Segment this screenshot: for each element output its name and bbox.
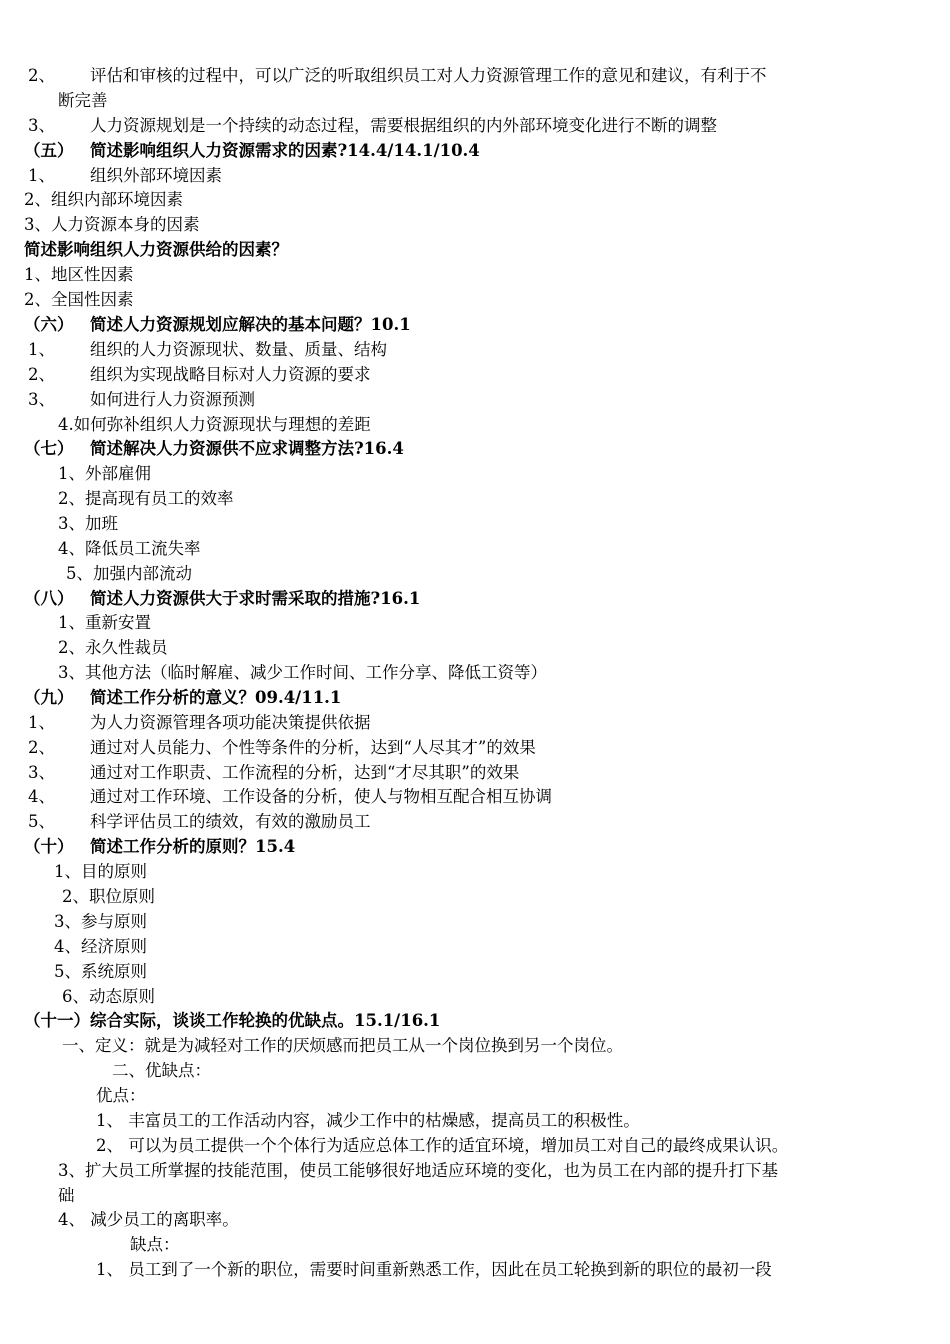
text-line xyxy=(58,611,151,635)
text-line xyxy=(58,537,201,561)
list-number: 3、 xyxy=(28,116,55,135)
line-text: 通过对工作职责、工作流程的分析，达到“才尽其职”的效果 xyxy=(90,763,520,782)
heading-text: 简述解决人力资源供不应求调整方法?16.4 xyxy=(90,439,404,458)
list-number: 1、 xyxy=(28,713,55,732)
text-line xyxy=(112,1059,211,1083)
line-text: 断完善 xyxy=(58,91,108,110)
line-text: 2、 可以为员工提供一个个体行为适应总体工作的适宜环境，增加员工对自己的最终成果认识。 xyxy=(96,1136,789,1155)
section-heading xyxy=(24,238,288,262)
line-text: 缺点： xyxy=(130,1235,180,1254)
text-line xyxy=(28,711,371,735)
line-text: 2、职位原则 xyxy=(62,887,155,906)
line-text: 1、地区性因素 xyxy=(24,265,134,284)
list-number: 4、 xyxy=(28,787,55,806)
line-text: 1、 员工到了一个新的职位，需要时间重新熟悉工作，因此在员工轮换到新的职位的最初一段 xyxy=(96,1260,772,1279)
heading-text: 简述影响组织人力资源需求的因素?14.4/14.1/10.4 xyxy=(90,141,480,160)
text-line xyxy=(24,188,183,212)
text-line xyxy=(28,388,255,412)
list-number: 1、 xyxy=(28,166,55,185)
text-line xyxy=(28,64,767,88)
line-text: 1、目的原则 xyxy=(54,862,147,881)
heading-number: （六） xyxy=(24,315,74,334)
line-text: 人力资源规划是一个持续的动态过程，需要根据组织的内外部环境变化进行不断的调整 xyxy=(90,116,717,135)
text-line xyxy=(24,263,134,287)
list-number: 2、 xyxy=(28,66,55,85)
text-line xyxy=(96,1084,146,1108)
line-text: 3、加班 xyxy=(58,514,118,533)
line-text: 通过对工作环境、工作设备的分析，使人与物相互配合相互协调 xyxy=(90,787,552,806)
line-text: 4、降低员工流失率 xyxy=(58,539,201,558)
line-text: 3、其他方法（临时解雇、减少工作时间、工作分享、降低工资等） xyxy=(58,663,547,682)
text-line xyxy=(58,512,118,536)
section-heading xyxy=(24,139,480,163)
section-heading xyxy=(24,1009,440,1033)
heading-text: 简述工作分析的意义？09.4/11.1 xyxy=(90,688,342,707)
text-line xyxy=(130,1233,180,1257)
line-text: 优点： xyxy=(96,1086,146,1105)
heading-number: （八） xyxy=(24,589,74,608)
line-text: 通过对人员能力、个性等条件的分析，达到“人尽其才”的效果 xyxy=(90,738,536,757)
line-text: 一、定义：就是为减轻对工作的厌烦感而把员工从一个岗位换到另一个岗位。 xyxy=(62,1036,623,1055)
text-line xyxy=(96,1109,640,1133)
text-line xyxy=(62,1034,623,1058)
line-text: 为人力资源管理各项功能决策提供依据 xyxy=(90,713,371,732)
line-text: 5、加强内部流动 xyxy=(66,564,192,583)
text-line xyxy=(54,935,147,959)
text-line xyxy=(24,288,134,312)
line-text: 1、 丰富员工的工作活动内容，减少工作中的枯燥感，提高员工的积极性。 xyxy=(96,1111,640,1130)
text-line xyxy=(28,114,717,138)
heading-text: 简述人力资源供大于求时需采取的措施?16.1 xyxy=(90,589,421,608)
line-text: 1、重新安置 xyxy=(58,613,151,632)
text-line xyxy=(54,910,147,934)
line-text: 2、永久性裁员 xyxy=(58,638,168,657)
section-heading xyxy=(24,313,411,337)
line-text: 如何进行人力资源预测 xyxy=(90,390,255,409)
line-text: 5、系统原则 xyxy=(54,962,147,981)
text-line xyxy=(58,487,234,511)
heading-text: 简述影响组织人力资源供给的因素？ xyxy=(24,240,288,259)
line-text: 4、经济原则 xyxy=(54,937,147,956)
heading-number: （十） xyxy=(24,837,74,856)
text-line xyxy=(28,761,519,785)
text-line xyxy=(58,1159,778,1183)
heading-number: （五） xyxy=(24,141,74,160)
text-line xyxy=(28,164,222,188)
text-line xyxy=(28,736,536,760)
section-heading xyxy=(24,686,341,710)
line-text: 4.如何弥补组织人力资源现状与理想的差距 xyxy=(58,415,371,434)
text-line xyxy=(96,1134,788,1158)
text-line xyxy=(58,462,151,486)
text-line xyxy=(58,413,371,437)
text-line xyxy=(54,860,147,884)
heading-text: （十一）综合实际，谈谈工作轮换的优缺点。15.1/16.1 xyxy=(24,1011,441,1030)
text-line xyxy=(58,1184,75,1208)
line-text: 3、人力资源本身的因素 xyxy=(24,215,200,234)
section-heading xyxy=(24,835,295,859)
line-text: 4、 减少员工的离职率。 xyxy=(58,1210,239,1229)
line-text: 础 xyxy=(58,1186,75,1205)
line-text: 6、动态原则 xyxy=(62,987,155,1006)
text-line xyxy=(58,661,547,685)
line-text: 组织为实现战略目标对人力资源的要求 xyxy=(90,365,371,384)
list-number: 1、 xyxy=(28,340,55,359)
line-text: 科学评估员工的绩效，有效的激励员工 xyxy=(90,812,371,831)
heading-text: 简述工作分析的原则？15.4 xyxy=(90,837,296,856)
text-line xyxy=(28,338,387,362)
line-text: 评估和审核的过程中，可以广泛的听取组织员工对人力资源管理工作的意见和建议，有利于不 xyxy=(90,66,767,85)
line-text: 1、外部雇佣 xyxy=(58,464,151,483)
text-line xyxy=(28,363,371,387)
line-text: 2、提高现有员工的效率 xyxy=(58,489,234,508)
list-number: 3、 xyxy=(28,763,55,782)
list-number: 2、 xyxy=(28,738,55,757)
section-heading xyxy=(24,587,420,611)
line-text: 3、参与原则 xyxy=(54,912,147,931)
text-line xyxy=(28,810,371,834)
line-text: 2、全国性因素 xyxy=(24,290,134,309)
list-number: 5、 xyxy=(28,812,55,831)
text-line xyxy=(62,885,155,909)
line-text: 组织外部环境因素 xyxy=(90,166,222,185)
text-line xyxy=(58,89,108,113)
section-heading xyxy=(24,437,404,461)
line-text: 二、优缺点： xyxy=(112,1061,211,1080)
text-line xyxy=(24,213,200,237)
text-line xyxy=(62,985,155,1009)
heading-text: 简述人力资源规划应解决的基本问题？10.1 xyxy=(90,315,411,334)
heading-number: （七） xyxy=(24,439,74,458)
line-text: 2、组织内部环境因素 xyxy=(24,190,183,209)
text-line xyxy=(58,1208,239,1232)
line-text: 3、扩大员工所掌握的技能范围，使员工能够很好地适应环境的变化，也为员工在内部的提升打下基 xyxy=(58,1161,778,1180)
list-number: 2、 xyxy=(28,365,55,384)
text-line xyxy=(28,785,552,809)
text-line xyxy=(54,960,147,984)
text-line xyxy=(58,636,168,660)
line-text: 组织的人力资源现状、数量、质量、结构 xyxy=(90,340,387,359)
text-line xyxy=(66,562,192,586)
text-line xyxy=(96,1258,772,1282)
list-number: 3、 xyxy=(28,390,55,409)
heading-number: （九） xyxy=(24,688,74,707)
